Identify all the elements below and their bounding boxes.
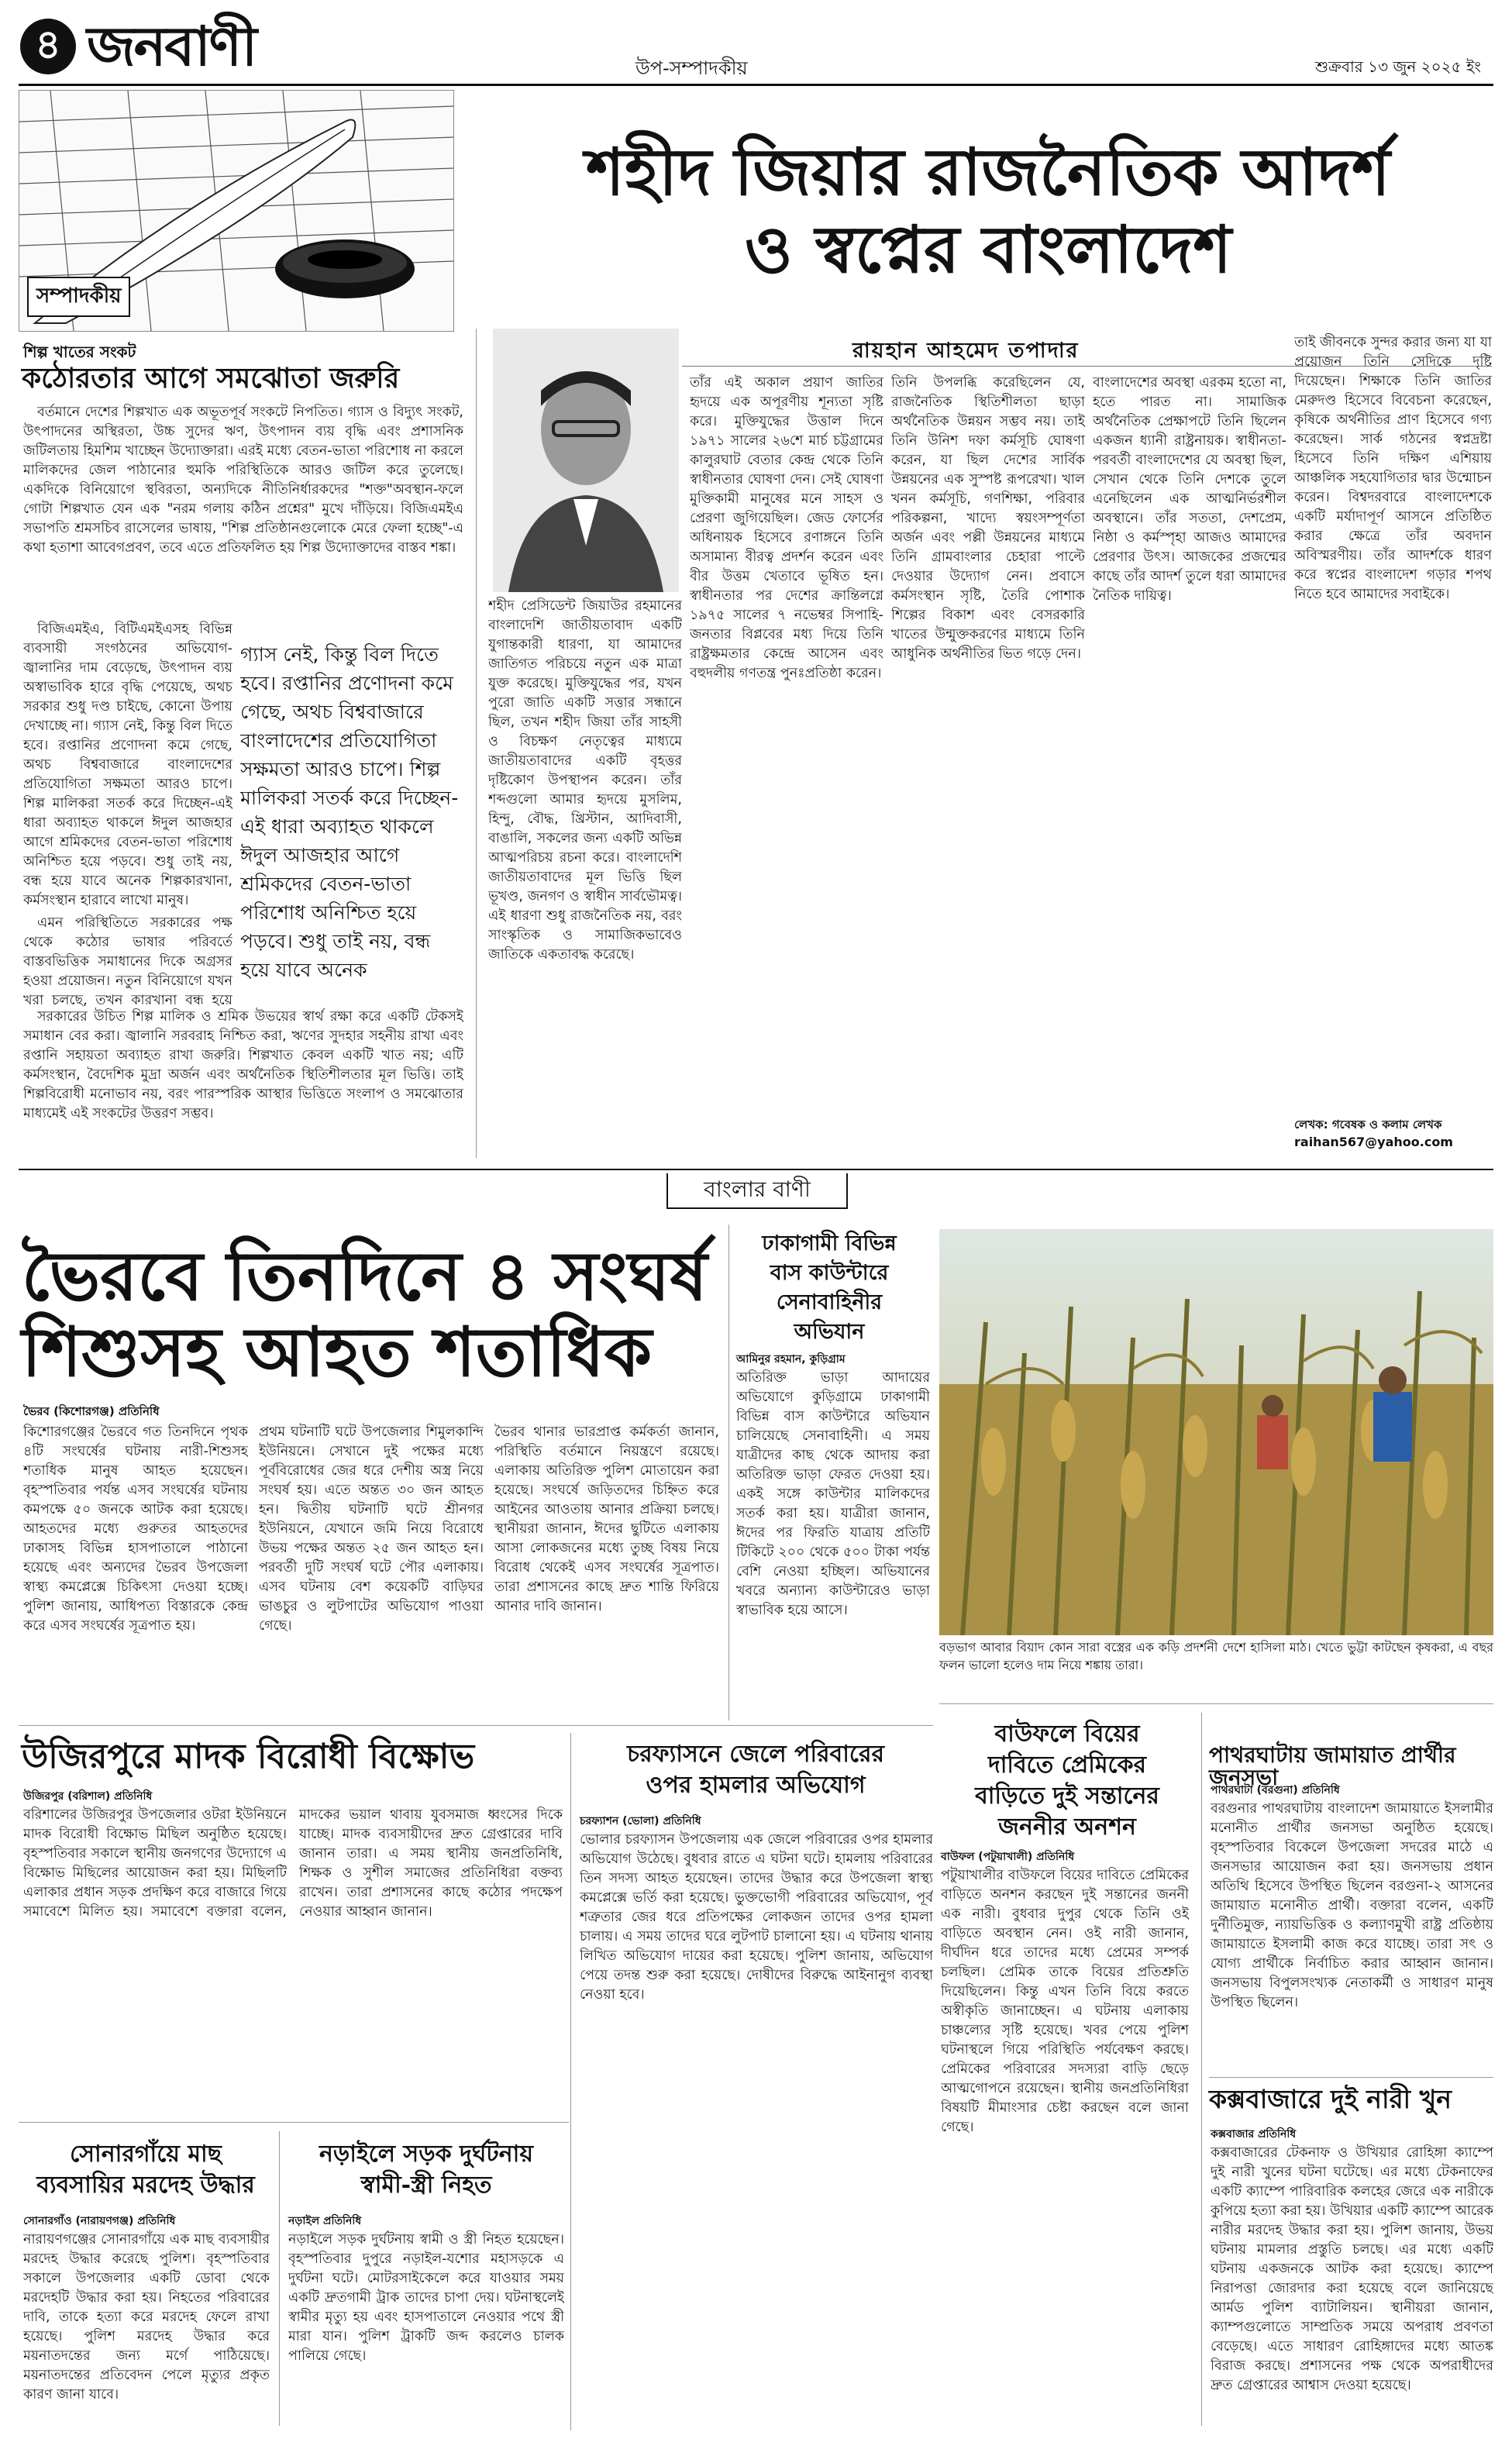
column-divider bbox=[476, 329, 477, 1158]
bauphal-body: পটুয়াখালীর বাউফলে বিয়ের দাবিতে প্রেমিকের বাড়িতে অনশন করছেন দুই সন্তানের জননী এক নারী। বুধবার দুপুর থেকে তিনি ওই বাড়িতে অবস্থান নেন। ওই নারী জানান, দীর্ঘদিন ধরে তাদের মধ্যে প্রেমের সম্পর্ক চলছিল। প্রেমিক তাকে বিয়ের প্রতিশ্রুতি দিয়েছিলেন। কিন্তু এখন তিনি বিয়ে করতে অস্বীকৃতি জানাচ্ছেন। এ ঘটনায় এলাকায় চাঞ্চল্যের সৃষ্টি হয়েছে। খবর পেয়ে পুলিশ ঘটনাস্থলে গিয়ে পরিস্থিতি পর্যবেক্ষণ করছে। প্রেমিকের পরিবারের সদস্যরা বাড়ি ছেড়ে আত্মগোপনে রয়েছেন। স্থানীয় জনপ্রতিনিধিরা বিষয়টি মীমাংসার চেষ্টা করছেন বলে জানা গেছে। bbox=[941, 1868, 1189, 2135]
corn-field-photo bbox=[939, 1229, 1493, 1635]
charfashion-headline-line2: ওপর হামলার অভিযোগ bbox=[646, 1772, 866, 1799]
page-number-badge bbox=[20, 19, 76, 74]
charfashion-headline bbox=[578, 1739, 933, 1801]
bauphal-headline-line1: বাউফলে বিয়ের bbox=[994, 1720, 1140, 1748]
editorial-paragraph: সরকারের উচিত শিল্প মালিক ও শ্রমিক উভয়ের স্বার্থ রক্ষা করে একটি টেকসই সমাধান বের করা। জ্বালানি সরবরাহ নিশ্চিত করা, ঋণের সুদহার সহনীয় রাখা এবং রপ্তানি সহায়তা অব্যাহত রাখা জরুরি। শিল্পখাত কেবল একটি খাত নয়; এটি কর্মসংস্থান, বৈদেশিক মুদ্রা অর্জন এবং অর্থনৈতিক স্থিতিশীলতার মূল ভিত্তি। তাই শিল্পবিরোধী মনোভাব নয়, বরং পারস্পরিক আস্থার ভিত্তিতে সংলাপ ও সমঝোতার মাধ্যমেই এই সংকটের উত্তরণ সম্ভব। bbox=[23, 1009, 463, 1121]
editorial-illustration bbox=[19, 90, 454, 332]
editorial-pullquote: গ্যাস নেই, কিন্তু বিল দিতে হবে। রপ্তানির প্রণোদনা কমে গেছে, অথচ বিশ্ববাজারে বাংলাদেশের প্রতিযোগিতা সক্ষমতা আরও চাপে। শিল্প মালিকরা সতর্ক করে দিচ্ছেন-এই ধারা অব্যাহত থাকলে ঈদুল আজহার আগে শ্রমিকদের বেতন-ভাতা পরিশোধ অনিশ্চিত হয়ে পড়বে। শুধু তাই নয়, বন্ধ হয়ে যাবে অনেক bbox=[240, 643, 459, 981]
bauphal-dateline: বাউফল (পটুয়াখালী) প্রতিনিধি bbox=[941, 1851, 1075, 1863]
narail-headline-line1: নড়াইলে সড়ক দুর্ঘটনায় bbox=[319, 2141, 534, 2168]
sonargaon-body: নারায়ণগঞ্জের সোনারগাঁয়ে এক মাছ ব্যবসায়ীর মরদেহ উদ্ধার করেছে পুলিশ। বৃহস্পতিবার সকালে উপজেলার একটি ডোবা থেকে মরদেহটি উদ্ধার করা হয়। নিহতের পরিবারের দাবি, তাকে হত্যা করে মরদেহ ফেলে রাখা হয়েছে। পুলিশ মরদেহ উদ্ধার করে ময়নাতদন্তের জন্য মর্গে পাঠিয়েছে। ময়নাতদন্তের প্রতিবেদন পেলে মৃত্যুর প্রকৃত কারণ জানা যাবে। bbox=[23, 2232, 270, 2402]
sonargaon-headline-line2: ব্যবসায়ির মরদেহ উদ্ধার bbox=[36, 2172, 255, 2199]
opinion-col-2: তাঁর এই অকাল প্রয়াণ জাতির হৃদয়ে এক অপূরণীয় শূন্যতা সৃষ্টি করে। মুক্তিযুদ্ধের উত্তাল দিনে ১৯৭১ সালের ২৬শে মার্চ চট্টগ্রামের কালুরঘাট বেতার কেন্দ্র থেকে তিনি স্বাধীনতার ঘোষণা দেন। সেই ঘোষণা মুক্তিকামী মানুষের মনে সাহস ও প্রেরণা জুগিয়েছিল। জেড ফোর্সের অধিনায়ক হিসেবে রণাঙ্গনে তিনি অসামান্য বীরত্ব প্রদর্শন করেন এবং বীর উত্তম খেতাবে ভূষিত হন। স্বাধীনতার পর দেশের ক্রান্তিলগ্নে ১৯৭৫ সালের ৭ নভেম্বর সিপাহি-জনতার বিপ্লবের মধ্য দিয়ে তিনি রাষ্ট্রক্ষমতার কেন্দ্রে আসেন এবং বহুদলীয় গণতন্ত্র পুনঃপ্রতিষ্ঠা করেন। bbox=[690, 375, 883, 681]
section-rule bbox=[19, 1169, 1493, 1170]
opinion-headline-line1: শহীদ জিয়ার রাজনৈতিক আদর্শ bbox=[586, 133, 1390, 210]
section-label: উপ-সম্পাদকীয় bbox=[635, 57, 748, 79]
page-number: ৪ bbox=[35, 21, 61, 68]
narail-headline-line2: স্বামী-স্ত্রী নিহত bbox=[360, 2172, 492, 2199]
dhaka-bus-body: অতিরিক্ত ভাড়া আদায়ের অভিযোগে কুড়িগ্রামে ঢাকাগামী বিভিন্ন বাস কাউন্টারে অভিযান চালিয়েছে সেনাবাহিনী। এ সময় যাত্রীদের কাছ থেকে আদায় করা অতিরিক্ত ভাড়া ফেরত দেওয়া হয়। একই সঙ্গে কাউন্টার মালিকদের সতর্ক করা হয়। যাত্রীরা জানান, ঈদের পর ফিরতি যাত্রায় প্রতিটি টিকিটে ২০০ থেকে ৫০০ টাকা পর্যন্ত বেশি নেওয়া হচ্ছিল। অভিযানের খবরে অন্যান্য কাউন্টারেও ভাড়া স্বাভাবিক হয়ে আসে। bbox=[736, 1370, 930, 1618]
ujirpur-body: বরিশালের উজিরপুর উপজেলার ওটরা ইউনিয়নে মাদক বিরোধী বিক্ষোভ মিছিল অনুষ্ঠিত হয়েছে। বৃহস্পতিবার সকালে স্থানীয় জনগণের উদ্যোগে এ বিক্ষোভ মিছিলের আয়োজন করা হয়। মিছিলটি এলাকার প্রধান সড়ক প্রদক্ষিণ করে বাজারে গিয়ে সমাবেশে মিলিত হয়। সমাবেশে বক্তারা বলেন, মাদকের ভয়াল থাবায় যুবসমাজ ধ্বংসের দিকে যাচ্ছে। মাদক ব্যবসায়ীদের দ্রুত গ্রেপ্তারের দাবি জানান তারা। এ সময় স্থানীয় জনপ্রতিনিধি, শিক্ষক ও সুশীল সমাজের প্রতিনিধিরা বক্তব্য রাখেন। তারা প্রশাসনের কাছে কঠোর পদক্ষেপ নেওয়ার আহ্বান জানান। bbox=[23, 1807, 563, 1920]
bhairab-dateline: ভৈরব (কিশোরগঞ্জ) প্রতিনিধি bbox=[23, 1404, 160, 1418]
opinion-col-3: তিনি উপলব্ধি করেছিলেন যে, রাজনৈতিক স্থিতিশীলতা ছাড়া অর্থনৈতিক উন্নয়ন সম্ভব নয়। তাই তিনি উনিশ দফা কর্মসূচি ঘোষণা করেন, যা ছিল দেশের সার্বিক উন্নয়নের এক সুস্পষ্ট রূপরেখা। খাল খনন কর্মসূচি, গণশিক্ষা, পরিবার পরিকল্পনা, খাদ্যে স্বয়ংসম্পূর্ণতা অর্জন এবং পল্লী উন্নয়নের মাধ্যমে তিনি গ্রামবাংলার চেহারা পাল্টে দেওয়ার উদ্যোগ নেন। প্রবাসে কর্মসংস্থান সৃষ্টি, তৈরি পোশাক শিল্পের বিকাশ এবং বেসরকারি খাতের উন্মুক্তকরণের মাধ্যমে তিনি আধুনিক অর্থনীতির ভিত গড়ে দেন। bbox=[891, 375, 1085, 662]
ujirpur-headline: উজিরপুরে মাদক বিরোধী বিক্ষোভ bbox=[22, 1737, 475, 1776]
bhairab-headline bbox=[22, 1235, 719, 1393]
dhaka-bus-kicker-4: অভিযান bbox=[794, 1320, 865, 1344]
editorial-paragraph: এমন পরিস্থিতিতে সরকারের পক্ষ থেকে কঠোর ভাষার পরিবর্তে বাস্তবভিত্তিক সমাধানের দিকে অগ্রসর হওয়া প্রয়োজন। নতুন বিনিয়োগে যখন খরা চলছে, তখন কারখানা বন্ধ হয়ে bbox=[23, 915, 232, 1007]
bhairab-col-2: প্রথম ঘটনাটি ঘটে উপজেলার শিমুলকান্দি ইউনিয়নে। সেখানে দুই পক্ষের মধ্যে পূর্ববিরোধের জের ধরে দেশীয় অস্ত্র নিয়ে সংঘর্ষ হয়। এতে অন্তত ৩০ জন আহত হন। দ্বিতীয় ঘটনাটি ঘটে শ্রীনগর ইউনিয়নে, যেখানে জমি নিয়ে বিরোধে উভয় পক্ষের অন্তত ২৫ জন আহত হন। পরবর্তী দুটি সংঘর্ষ ঘটে পৌর এলাকায়। এসব ঘটনায় বেশ কয়েকটি বাড়িঘর ভাঙচুর ও লুটপাটের অভিযোগ পাওয়া গেছে। bbox=[259, 1424, 484, 1634]
charfashion-body: ভোলার চরফ্যাসন উপজেলায় এক জেলে পরিবারের ওপর হামলার অভিযোগ উঠেছে। বুধবার রাতে এ ঘটনা ঘটে। হামলায় পরিবারের তিন সদস্য আহত হয়েছেন। তাদের উদ্ধার করে উপজেলা স্বাস্থ্য কমপ্লেক্সে ভর্তি করা হয়েছে। ভুক্তভোগী পরিবারের অভিযোগ, পূর্ব শত্রুতার জের ধরে প্রতিপক্ষের লোকজন তাদের ওপর হামলা চালায়। এ সময় তাদের ঘরে লুটপাট চালানো হয়। এ ঘটনায় থানায় লিখিত অভিযোগ দায়ের করা হয়েছে। পুলিশ জানায়, অভিযোগ পেয়ে তদন্ত শুরু করা হয়েছে। দোষীদের বিরুদ্ধে আইনানুগ ব্যবস্থা নেওয়া হবে। bbox=[580, 1832, 933, 2003]
paper-name: জনবাণী bbox=[87, 15, 257, 78]
row-rule bbox=[1209, 2077, 1493, 2078]
editorial-body-bottom bbox=[23, 1007, 463, 1155]
sonargaon-headline-line1: সোনারগাঁয়ে মাছ bbox=[70, 2141, 222, 2168]
narail-dateline: নড়াইল প্রতিনিধি bbox=[288, 2215, 362, 2227]
bhairab-col-1: কিশোরগঞ্জের ভৈরবে গত তিনদিনে পৃথক ৪টি সংঘর্ষের ঘটনায় নারী-শিশুসহ শতাধিক মানুষ আহত হয়েছেন। বৃহস্পতিবার পর্যন্ত এসব সংঘর্ষের ঘটনায় কমপক্ষে ৫০ জনকে আটক করা হয়েছে। আহতদের মধ্যে গুরুতর আহতদের ঢাকাসহ বিভিন্ন হাসপাতালে পাঠানো হয়েছে এবং অন্যদের ভৈরব উপজেলা স্বাস্থ্য কমপ্লেক্সে চিকিৎসা দেওয়া হচ্ছে। পুলিশ জানায়, আধিপত্য বিস্তারকে কেন্দ্র করে এসব সংঘর্ষের সূত্রপাত হয়। bbox=[23, 1424, 248, 1634]
bhairab-col-3: ভৈরব থানার ভারপ্রাপ্ত কর্মকর্তা জানান, পরিস্থিতি বর্তমানে নিয়ন্ত্রণে রয়েছে। এলাকায় অতিরিক্ত পুলিশ মোতায়েন করা হয়েছে। সংঘর্ষে জড়িতদের চিহ্নিত করে আইনের আওতায় আনার প্রক্রিয়া চলছে। স্থানীয়রা জানান, ঈদের ছুটিতে এলাকায় আসা লোকজনের মধ্যে তুচ্ছ বিষয় নিয়ে বিরোধ থেকেই এসব সংঘর্ষের সূত্রপাত। তারা প্রশাসনের কাছে দ্রুত শান্তি ফিরিয়ে আনার দাবি জানান। bbox=[494, 1424, 719, 1614]
editorial-body-top bbox=[23, 403, 463, 617]
bauphal-headline-line3: বাড়িতে দুই সন্তানের bbox=[975, 1782, 1159, 1810]
column-divider bbox=[1201, 1713, 1202, 2426]
editorial-paragraph: বিজিএমইএ, বিটিএমইএসহ বিভিন্ন ব্যবসায়ী সংগঠনের অভিযোগ-জ্বালানির দাম বেড়েছে, উৎপাদন ব্যয় অস্বাভাবিক হারে বৃদ্ধি পেয়েছে, অথচ সরকার শুধু দণ্ড চাইছে, কোনো উপায় দেখাচ্ছে না। গ্যাস নেই, কিন্তু বিল দিতে হবে। রপ্তানির প্রণোদনা কমে গেছে, অথচ বিশ্ববাজারে বাংলাদেশের প্রতিযোগিতা সক্ষমতা আরও চাপে। শিল্প মালিকরা সতর্ক করে দিচ্ছেন-এই ধারা অব্যাহত থাকলে ঈদুল আজহার আগে শ্রমিকদের বেতন-ভাতা পরিশোধ অনিশ্চিত হয়ে পড়বে। শুধু তাই নয়, বন্ধ হয়ে যাবে অনেক শিল্পকারখানা, কর্মসংস্থান হারাবে লাখো মানুষ। bbox=[23, 622, 232, 908]
cox-body: কক্সবাজারের টেকনাফ ও উখিয়ার রোহিঙ্গা ক্যাম্পে দুই নারী খুনের ঘটনা ঘটেছে। এর মধ্যে টেকনাফের একটি ক্যাম্পে পারিবারিক কলহের জেরে এক নারীকে কুপিয়ে হত্যা করা হয়। উখিয়ার একটি ক্যাম্পে আরেক নারীর মরদেহ উদ্ধার করা হয়। পুলিশ জানায়, উভয় ঘটনায় মামলার প্রস্তুতি চলছে। এর মধ্যে একটি ঘটনায় একজনকে আটক করা হয়েছে। ক্যাম্পে নিরাপত্তা জোরদার করা হয়েছে বলে জানিয়েছে আর্মড পুলিশ ব্যাটালিয়ন। স্থানীয়রা জানান, ক্যাম্পগুলোতে সাম্প্রতিক সময়ে অপরাধ প্রবণতা বেড়েছে। এতে সাধারণ রোহিঙ্গাদের মধ্যে আতঙ্ক বিরাজ করছে। প্রশাসনের পক্ষ থেকে অপরাধীদের দ্রুত গ্রেপ্তারের আশ্বাস দেওয়া হয়েছে। bbox=[1211, 2145, 1493, 2393]
patharghata-dateline: পাথরঘাটা (বরগুনা) প্রতিনিধি bbox=[1211, 1784, 1340, 1796]
masthead-rule bbox=[19, 84, 1493, 86]
opinion-col-1: শহীদ প্রেসিডেন্ট জিয়াউর রহমানের বাংলাদেশি জাতীয়তাবাদ একটি যুগান্তকারী ধারণা, যা আমাদের জাতিগত পরিচয়ে নতুন এক মাত্রা যুক্ত করেছে। মুক্তিযুদ্ধের পর, যখন পুরো জাতি একটি সত্তার সন্ধানে ছিল, তখন শহীদ জিয়া তাঁর সাহসী ও বিচক্ষণ নেতৃত্বের মাধ্যমে জাতীয়তাবাদের একটি বৃহত্তর দৃষ্টিকোণ উপস্থাপন করেন। তাঁর শব্দগুলো আমার হৃদয়ে মুসলিম, হিন্দু, বৌদ্ধ, খ্রিস্টান, আদিবাসী, বাঙালি, সকলের জন্য একটি অভিন্ন আত্মপরিচয় রচনা করে। বাংলাদেশি জাতীয়তাবাদের মূল ভিত্তি ছিল ভূখণ্ড, জনগণ ও স্বাধীন সার্বভৌমত্ব। এই ধারণা শুধু রাজনৈতিক নয়, বরং সাংস্কৃতিক ও সামাজিকভাবেও জাতিকে একতাবদ্ধ করেছে। bbox=[488, 598, 682, 963]
editorial-paragraph: বর্তমানে দেশের শিল্পখাত এক অভূতপূর্ব সংকটে নিপতিত। গ্যাস ও বিদ্যুৎ সংকট, উৎপাদনের অস্থিরতা, উচ্চ সুদের ঋণ, উৎপাদন ব্যয় বৃদ্ধি এবং প্রশাসনিক জটিলতায় হিমশিম খাচ্ছেন উদ্যোক্তারা। এরই মধ্যে বেতন-ভাতা পরিশোধ না করলে মালিকদের জেল পাঠানোর হুমকি পরিস্থিতিকে আরও জটিল করে তুলেছে। একদিকে বিনিয়োগে স্থবিরতা, অন্যদিকে নীতিনির্ধারকদের "শক্ত"অবস্থান-ফলে গোটা শিল্পখাত যেন এক "নরম গলায় কঠিন প্রশ্নের" মুখে দাঁড়িয়ে। বিজিএমইএ সভাপতি শ্রমসচিব রাসেলের ভাষায়, "শিল্প প্রতিষ্ঠানগুলোকে মেরে ফেলা হচ্ছে"-এ কথা হতাশা আবেগপ্রবণ, তবে এতে প্রতিফলিত হয় শিল্প উদ্যোক্তাদের বাস্তব শঙ্কা। bbox=[23, 405, 463, 556]
opinion-col-5: তাই জীবনকে সুন্দর করার জন্য যা যা প্রয়োজন তিনি সেদিকে দৃষ্টি দিয়েছেন। শিক্ষাকে তিনি জাতির মেরুদণ্ড হিসেবে বিবেচনা করেছেন, কৃষিকে অর্থনীতির প্রাণ হিসেবে গণ্য করেছেন। সার্ক গঠনের স্বপ্নদ্রষ্টা হিসেবে তিনি দক্ষিণ এশিয়ায় আঞ্চলিক সহযোগিতার দ্বার উন্মোচন করেন। বিশ্বদরবারে বাংলাদেশকে একটি মর্যাদাপূর্ণ আসনে প্রতিষ্ঠিত করার ক্ষেত্রে তাঁর অবদান অবিস্মরণীয়। তাঁর আদর্শকে ধারণ করে স্বপ্নের বাংলাদেশ গড়ার শপথ নিতে হবে আমাদের সবাইকে। bbox=[1294, 335, 1492, 602]
bauphal-headline bbox=[939, 1719, 1195, 1843]
cox-headline: কক্সবাজারে দুই নারী খুন bbox=[1209, 2084, 1452, 2114]
column-divider bbox=[728, 1224, 729, 1720]
author-photo bbox=[493, 329, 679, 592]
sonargaon-dateline: সোনারগাঁও (নারায়ণগঞ্জ) প্রতিনিধি bbox=[23, 2215, 176, 2227]
opinion-headline-line2: ও স্বপ্নের বাংলাদেশ bbox=[744, 211, 1232, 288]
dhaka-bus-kicker-3: সেনাবাহিনীর bbox=[776, 1290, 883, 1314]
photo-caption: বড়ভাগ আবার বিয়াদ কোন সারা বস্ত্রের এক কড়ি প্রদর্শনী দেশে হাসিলা মাঠ। খেতে ভুট্টা কাটছেন কৃষকরা, এ বছর ফলন ভালো হলেও দাম নিয়ে শঙ্কায় তারা। bbox=[939, 1640, 1493, 1672]
author-note: লেখক: গবেষক ও কলাম লেখক bbox=[1294, 1118, 1442, 1131]
editorial-label: সম্পাদকীয় bbox=[27, 277, 130, 317]
charfashion-dateline: চরফ্যাশন (ভোলা) প্রতিনিধি bbox=[580, 1815, 701, 1827]
editorial-headline: কঠোরতার আগে সমঝোতা জরুরি bbox=[22, 362, 400, 394]
issue-date: শুক্রবার ১৩ জুন ২০২৫ ইং bbox=[1314, 57, 1481, 76]
dhaka-bus-headline bbox=[736, 1229, 922, 1347]
sonargaon-headline bbox=[22, 2139, 270, 2201]
opinion-headline bbox=[488, 133, 1488, 288]
bhairab-headline-line1: ভৈরবে তিনদিনে ৪ সংঘর্ষ bbox=[22, 1235, 708, 1316]
charfashion-headline-line1: চরফ্যাসনে জেলে পরিবারের bbox=[626, 1741, 884, 1768]
ujirpur-dateline: উজিরপুর (বরিশাল) প্রতিনিধি bbox=[23, 1790, 153, 1803]
patharghata-body: বরগুনার পাথরঘাটায় বাংলাদেশ জামায়াতে ইসলামীর মনোনীত প্রার্থীর জনসভা অনুষ্ঠিত হয়েছে। বৃহস্পতিবার বিকেলে উপজেলা সদরের মাঠে এ জনসভার আয়োজন করা হয়। জনসভায় প্রধান অতিথি হিসেবে উপস্থিত ছিলেন বরগুনা-২ আসনের জামায়াত মনোনীত প্রার্থী। বক্তারা বলেন, একটি দুর্নীতিমুক্ত, ন্যায়ভিত্তিক ও কল্যাণমুখী রাষ্ট্র প্রতিষ্ঠায় জামায়াতে ইসলামী কাজ করে যাচ্ছে। তারা সৎ ও যোগ্য প্রার্থীকে নির্বাচিত করার আহ্বান জানান। জনসভায় বিপুলসংখ্যক নেতাকর্মী ও সাধারণ মানুষ উপস্থিত ছিলেন। bbox=[1211, 1801, 1493, 2010]
dhaka-bus-kicker-2: বাস কাউন্টারে bbox=[770, 1261, 889, 1285]
bauphal-headline-line2: দাবিতে প্রেমিকের bbox=[987, 1751, 1147, 1779]
bauphal-headline-line4: জননীর অনশন bbox=[998, 1813, 1136, 1841]
editorial-kicker: শিল্প খাতের সংকট bbox=[23, 343, 136, 361]
patharghata-headline: পাথরঘাটায় জামায়াত প্রার্থীর জনসভা bbox=[1209, 1742, 1456, 1791]
narail-headline bbox=[287, 2139, 566, 2201]
bhairab-headline-line2: শিশুসহ আহত শতাধিক bbox=[22, 1311, 653, 1393]
opinion-byline: রায়হান আহমেদ তপাদার bbox=[852, 339, 1080, 363]
column-divider bbox=[570, 1733, 571, 2430]
row-rule bbox=[19, 1725, 933, 1726]
opinion-col-4: বাংলাদেশের অবস্থা এরকম হতো না, হতে পারত না। সামাজিক অর্থনৈতিক প্রেক্ষাপটে তিনি ছিলেন একজন ধ্যানী রাষ্ট্রনায়ক। স্বাধীনতা-পরবর্তী বাংলাদেশের যে অবস্থা ছিল, সেখান থেকে তিনি দেশকে তুলে এনেছিলেন এক আত্মনির্ভরশীল অবস্থানে। তাঁর সততা, দেশপ্রেম, নিষ্ঠা ও কর্মস্পৃহা আজও আমাদের প্রেরণার উৎস। আজকের প্রজন্মের কাছে তাঁর আদর্শ তুলে ধরা আমাদের নৈতিক দায়িত্ব। bbox=[1093, 375, 1286, 604]
dhaka-bus-dateline: আমিনুর রহমান, কুড়িগ্রাম bbox=[736, 1353, 846, 1366]
section2-label bbox=[666, 1173, 848, 1209]
cox-dateline: কক্সবাজার প্রতিনিধি bbox=[1211, 2128, 1297, 2141]
dhaka-bus-kicker-1: ঢাকাগামী বিভিন্ন bbox=[762, 1231, 897, 1255]
editorial-body-left bbox=[23, 620, 232, 1007]
column-divider bbox=[279, 2131, 280, 2426]
narail-body: নড়াইলে সড়ক দুর্ঘটনায় স্বামী ও স্ত্রী নিহত হয়েছেন। বৃহস্পতিবার দুপুরে নড়াইল-যশোর মহাসড়কে এ দুর্ঘটনা ঘটে। মোটরসাইকেলে করে যাওয়ার সময় একটি দ্রুতগামী ট্রাক তাদের চাপা দেয়। ঘটনাস্থলেই স্বামীর মৃত্যু হয় এবং হাসপাতালে নেওয়ার পথে স্ত্রী মারা যান। পুলিশ ট্রাকটি জব্দ করলেও চালক পালিয়ে গেছে। bbox=[288, 2232, 564, 2364]
paper-logo bbox=[87, 15, 256, 77]
row-rule bbox=[19, 2122, 569, 2123]
author-email[interactable]: raihan567@yahoo.com bbox=[1294, 1135, 1453, 1149]
section2-label-text: বাংলার বাণী bbox=[704, 1176, 811, 1202]
row-rule bbox=[939, 1703, 1493, 1704]
